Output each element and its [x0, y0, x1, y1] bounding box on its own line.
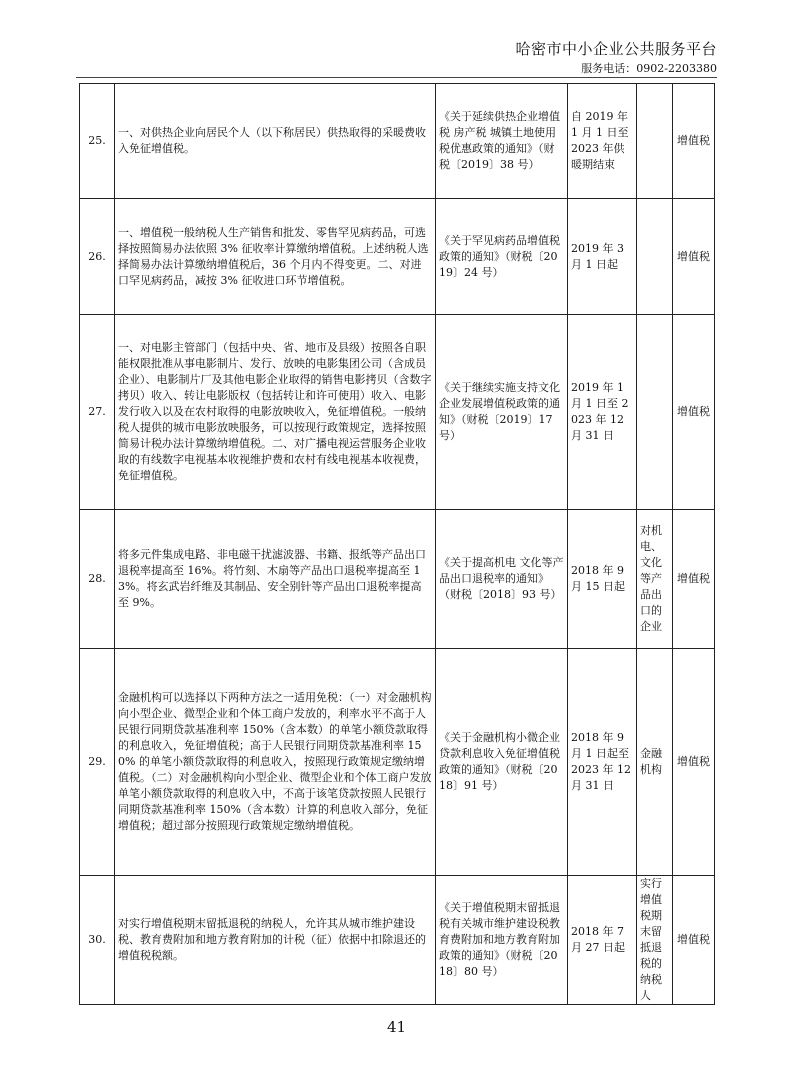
table-row: [80, 84, 715, 199]
policy-content: 对实行增值税期末留抵退税的纳税人，允许其从城市维护建设税、教育费附加和地方教育附加的计税（征）依据中扣除退还的增值税税额。: [115, 876, 436, 1005]
applicable-scope: [637, 84, 673, 199]
policy-table: [79, 83, 715, 1005]
effective-date: 2019 年 1 月 1 日至 2023 年 12 月 31 日: [568, 315, 637, 510]
effective-date: 2018 年 7 月 27 日起: [568, 876, 637, 1005]
policy-content: 一、增值税一般纳税人生产销售和批发、零售罕见病药品，可选择按照简易办法依照 3% 征收率计算缴纳增值税。上述纳税人选择简易办法计算缴纳增值税后，36 个月内不得变更。二、对进口罕见病药品，减按 3% 征收进口环节增值税。: [115, 199, 436, 315]
table-row: [80, 876, 715, 1005]
policy-document: 《关于提高机电 文化等产品出口退税率的通知》（财税〔2018〕93 号）: [436, 510, 568, 649]
policy-document: 《关于罕见病药品增值税政策的通知》（财税〔2019〕24 号）: [436, 199, 568, 315]
policy-content: 将多元件集成电路、非电磁干扰滤波器、书籍、报纸等产品出口退税率提高至 16%。将竹刻、木扇等产品出口退税率提高至 13%。将玄武岩纤维及其制品、安全别针等产品出口退税率提高至 9%。: [115, 510, 436, 649]
tax-type: 增值税: [673, 649, 715, 876]
policy-document: 《关于金融机构小微企业贷款利息收入免征增值税政策的通知》（财税〔2018〕91 号）: [436, 649, 568, 876]
effective-date: 自 2019 年 1 月 1 日至 2023 年供暖期结束: [568, 84, 637, 199]
applicable-scope: 实行增值税期末留抵退税的纳税人: [637, 876, 673, 1005]
row-number: 25.: [80, 84, 115, 199]
table-row: [80, 315, 715, 510]
policy-document: 《关于继续实施支持文化企业发展增值税政策的通知》（财税〔2019〕17 号）: [436, 315, 568, 510]
row-number: 28.: [80, 510, 115, 649]
row-number: 30.: [80, 876, 115, 1005]
tax-type: 增值税: [673, 199, 715, 315]
tax-type: 增值税: [673, 876, 715, 1005]
page-number: 41: [386, 1018, 407, 1036]
applicable-scope: [637, 199, 673, 315]
policy-document: 《关于增值税期末留抵退税有关城市维护建设税教育费附加和地方教育附加政策的通知》（财税〔2018〕80 号）: [436, 876, 568, 1005]
tax-type: 增值税: [673, 315, 715, 510]
row-number: 27.: [80, 315, 115, 510]
applicable-scope: 金融机构: [637, 649, 673, 876]
service-phone: 服务电话：0902-2203380: [581, 62, 717, 75]
header-divider: [76, 77, 717, 78]
policy-content: 金融机构可以选择以下两种方法之一适用免税：（一）对金融机构向小型企业、微型企业和个体工商户发放的，利率水平不高于人民银行同期贷款基准利率 150%（含本数）的单笔小额贷款取得的利息收入，免征增值税；高于人民银行同期贷款基准利率 150% 的单笔小额贷款取得的利息收入，按照现行政策规定缴纳增值税。（二）对金融机构向小型企业、微型企业和个体工商户发放单笔小额贷款取得的利息收入中，不高于该笔贷款按照人民银行同期贷款基准利率 150%（含本数）计算的利息收入部分，免征增值税；超过部分按照现行政策规定缴纳增值税。: [115, 649, 436, 876]
effective-date: 2019 年 3 月 1 日起: [568, 199, 637, 315]
platform-title: 哈密市中小企业公共服务平台: [515, 40, 717, 58]
policy-content: 一、对供热企业向居民个人（以下称居民）供热取得的采暖费收入免征增值税。: [115, 84, 436, 199]
effective-date: 2018 年 9 月 1 日起至 2023 年 12 月 31 日: [568, 649, 637, 876]
tax-type: 增值税: [673, 84, 715, 199]
effective-date: 2018 年 9 月 15 日起: [568, 510, 637, 649]
table-row: [80, 510, 715, 649]
row-number: 29.: [80, 649, 115, 876]
applicable-scope: [637, 315, 673, 510]
row-number: 26.: [80, 199, 115, 315]
policy-document: 《关于延续供热企业增值税 房产税 城镇土地使用税优惠政策的通知》（财税〔2019〕38 号）: [436, 84, 568, 199]
table-row: [80, 649, 715, 876]
applicable-scope: 对机电、文化等产品出口的企业: [637, 510, 673, 649]
policy-content: 一、对电影主管部门（包括中央、省、地市及县级）按照各自职能权限批准从事电影制片、发行、放映的电影集团公司（含成员企业）、电影制片厂及其他电影企业取得的销售电影拷贝（含数字拷贝）收入、转让电影版权（包括转让和许可使用）收入、电影发行收入以及在农村取得的电影放映收入，免征增值税。一般纳税人提供的城市电影放映服务，可以按现行政策规定，选择按照简易计税办法计算缴纳增值税。二、对广播电视运营服务企业收取的有线数字电视基本收视维护费和农村有线电视基本收视费，免征增值税。: [115, 315, 436, 510]
tax-type: 增值税: [673, 510, 715, 649]
table-row: [80, 199, 715, 315]
